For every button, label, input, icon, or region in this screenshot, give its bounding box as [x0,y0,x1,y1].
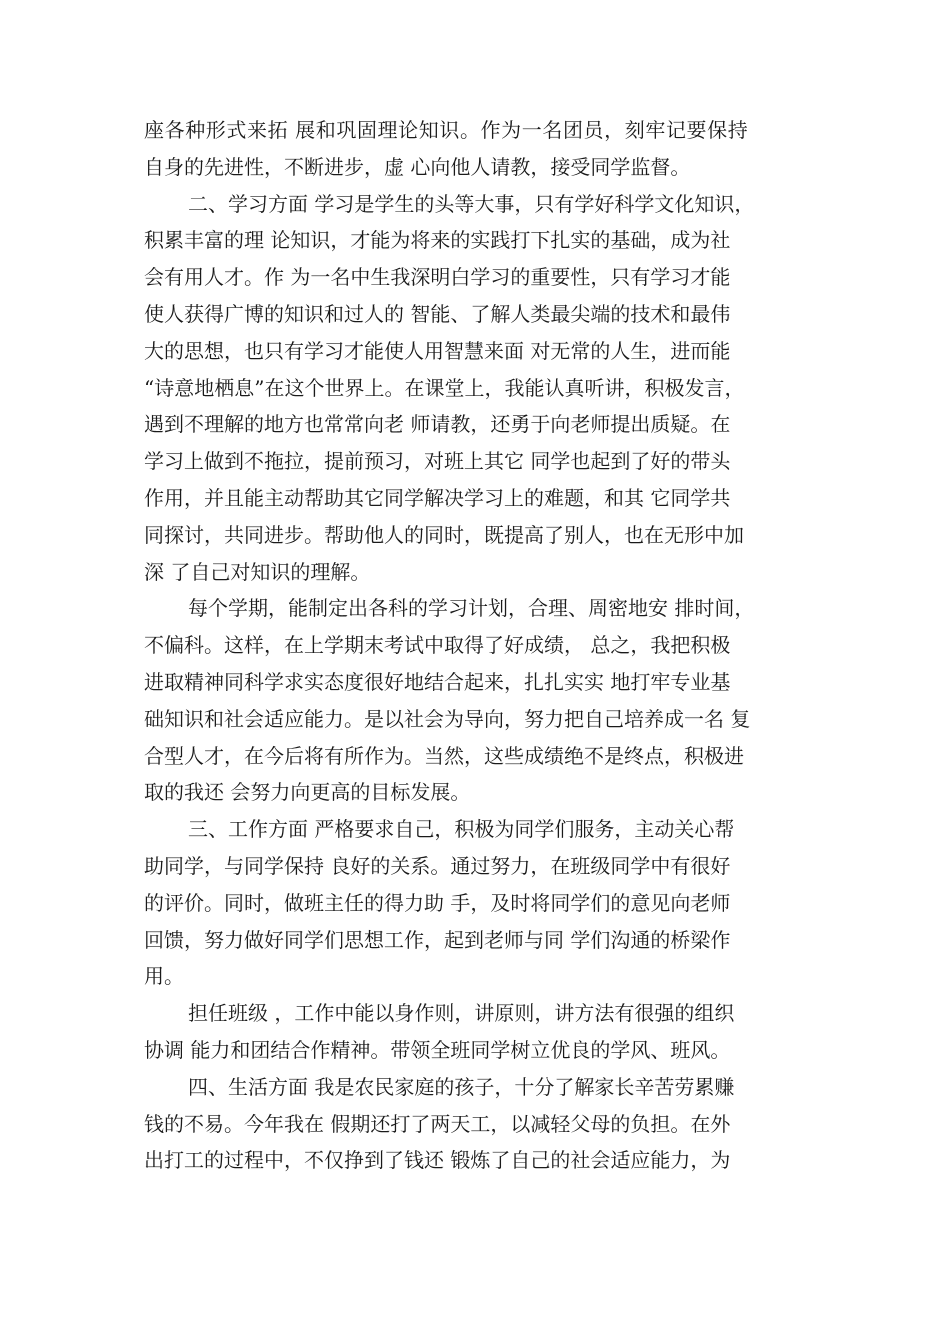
text-line: 学习上做到不拖拉，提前预习，对班上其它 同学也起到了好的带头 [144,449,731,474]
text-line: 的评价。同时，做班主任的得力助 手，及时将同学们的意见向老师 [144,890,731,915]
text-line: 出打工的过程中，不仅挣到了钱还 锻炼了自己的社会适应能力，为 [144,1148,731,1173]
paragraph-start: 每个学期，能制定出各科的学习计划，合理、周密地安 排时间， [188,596,755,621]
text-line: 深 了自己对知识的理解。 [144,559,371,584]
text-line: 础知识和社会适应能力。是以社会为导向，努力把自己培养成一名 复 [144,706,751,731]
text-line: 合型人才，在今后将有所作为。当然，这些成绩绝不是终点，积极进 [144,743,744,768]
text-line: 使人获得广博的知识和过人的 智能、了解人类最尖端的技术和最伟 [144,301,731,326]
text-line: 座各种形式来拓 展和巩固理论知识。作为一名团员，刻牢记要保持 [144,118,749,142]
text-line: 同探讨，共同进步。帮助他人的同时，既提高了别人，也在无形中加 [144,522,744,547]
text-line: 作用，并且能主动帮助其它同学解决学习上的难题，和其 它同学共 [144,485,731,510]
section-heading-work: 三、工作方面 严格要求自己，积极为同学们服务，主动关心帮 [188,817,735,842]
text-line: 遇到不理解的地方也常常向老 师请教，还勇于向老师提出质疑。在 [144,412,731,437]
section-heading-study: 二、学习方面 学习是学生的头等大事，只有学好科学文化知识， [188,191,755,216]
text-line: 自身的先进性，不断进步，虚 心向他人请教，接受同学监督。 [144,154,691,179]
text-line: 取的我还 会努力向更高的目标发展。 [144,780,471,805]
text-line: 钱的不易。今年我在 假期还打了两天工，以减轻父母的负担。在外 [144,1111,731,1136]
text-line: 回馈，努力做好同学们思想工作，起到老师与同 学们沟通的桥梁作 [144,927,731,952]
section-heading-life: 四、生活方面 我是农民家庭的孩子，十分了解家长辛苦劳累赚 [188,1074,735,1099]
text-line: 不偏科。这样，在上学期末考试中取得了好成绩， 总之，我把积极 [144,633,731,658]
document-body [144,112,814,1179]
paragraph-start: 担任班级 ，工作中能以身作则，讲原则，讲方法有很强的组织 [188,1001,735,1026]
text-line: 进取精神同科学求实态度很好地结合起来，扎扎实实 地打牢专业基 [144,669,731,694]
text-line: 协调 能力和团结合作精神。带领全班同学树立优良的学风、班风。 [144,1037,731,1062]
text-line: 用。 [144,964,184,989]
text-line: “诗意地栖息”在这个世界上。在课堂上，我能认真听讲，积极发言， [144,375,745,400]
text-line: 积累丰富的理 论知识，才能为将来的实践打下扎实的基础，成为社 [144,228,731,253]
text-line: 大的思想，也只有学习才能使人用智慧来面 对无常的人生，进而能 [144,338,731,363]
text-line: 会有用人才。作 为一名中生我深明白学习的重要性，只有学习才能 [144,265,731,290]
text-line: 助同学，与同学保持 良好的关系。通过努力，在班级同学中有很好 [144,853,731,878]
